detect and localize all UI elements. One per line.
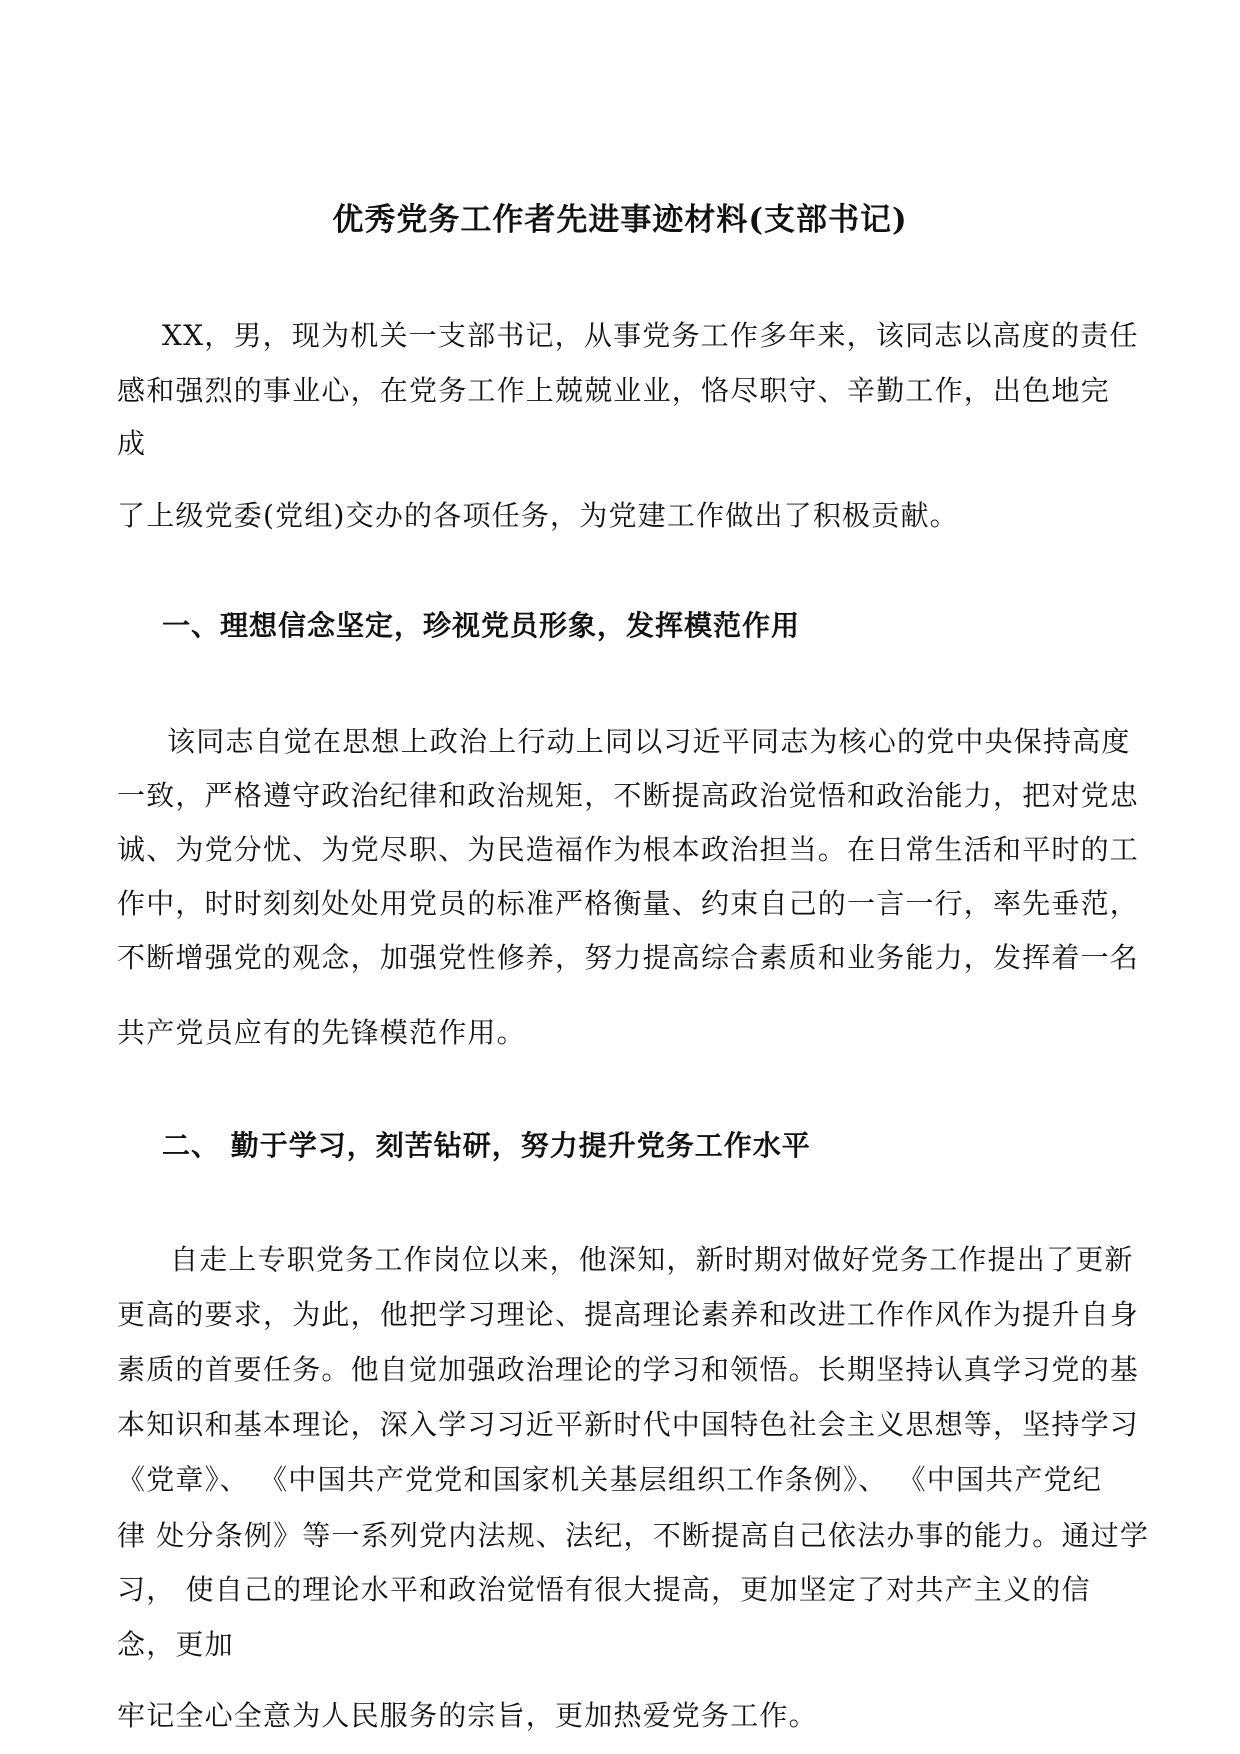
section-2-line: 习， 使自己的理论水平和政治觉悟有很大提高，更加坚定了对共产主义的信: [117, 1573, 1091, 1606]
section-2-line: 律 处分条例》等一系列党内法规、法纪，不断提高自己依法办事的能力。通过学: [117, 1519, 1150, 1552]
document-title: 优秀党务工作者先进事迹材料(支部书记): [332, 202, 908, 238]
intro-line: 感和强烈的事业心，在党务工作上兢兢业业，恪尽职守、辛勤工作，出色地完: [117, 374, 1110, 407]
section-2-line: 念，更加: [117, 1628, 234, 1661]
section-2-line: 更高的要求，为此，他把学习理论、提高理论素养和改进工作作风作为提升自身: [117, 1298, 1140, 1331]
section-2-line: 牢记全心全意为人民服务的宗旨，更加热爱党务工作。: [117, 1699, 818, 1732]
section-1-line: 作中，时时刻刻处处用党员的标准严格衡量、约束自己的一言一行，率先垂范，: [117, 887, 1140, 920]
section-1-line: 一致，严格遵守政治纪律和政治规矩，不断提高政治觉悟和政治能力，把对党忠: [117, 779, 1140, 812]
section-1-line: 不断增强党的观念，加强党性修养，努力提高综合素质和业务能力，发挥着一名: [117, 941, 1140, 974]
section-2-heading: 二、 勤于学习，刻苦钻研，努力提升党务工作水平: [162, 1129, 811, 1162]
section-1-line: 该同志自觉在思想上政治上行动上同以习近平同志为核心的党中央保持高度: [167, 725, 1131, 758]
section-2-line: 本知识和基本理论，深入学习习近平新时代中国特色社会主义思想等，坚持学习: [117, 1408, 1140, 1441]
intro-line: 了上级党委(党组)交办的各项任务，为党建工作做出了积极贡献。: [117, 499, 959, 532]
section-2-line: 《党章》、 《中国共产党党和国家机关基层组织工作条例》、 《中国共产党纪: [117, 1463, 1103, 1496]
intro-line: 成: [117, 427, 147, 460]
section-1-line: 诚、为党分忧、为党尽职、为民造福作为根本政治担当。在日常生活和平时的工: [117, 833, 1140, 866]
section-2-line: 自走上专职党务工作岗位以来，他深知，新时期对做好党务工作提出了更新: [170, 1243, 1134, 1276]
section-1-heading: 一、理想信念坚定，珍视党员形象，发挥模范作用: [162, 609, 801, 642]
section-1-line: 共产党员应有的先锋模范作用。: [117, 1016, 526, 1049]
intro-line: XX，男，现为机关一支部书记，从事党务工作多年来，该同志以高度的责任: [162, 319, 1139, 352]
section-2-line: 素质的首要任务。他自觉加强政治理论的学习和领悟。长期坚持认真学习党的基: [117, 1353, 1140, 1386]
